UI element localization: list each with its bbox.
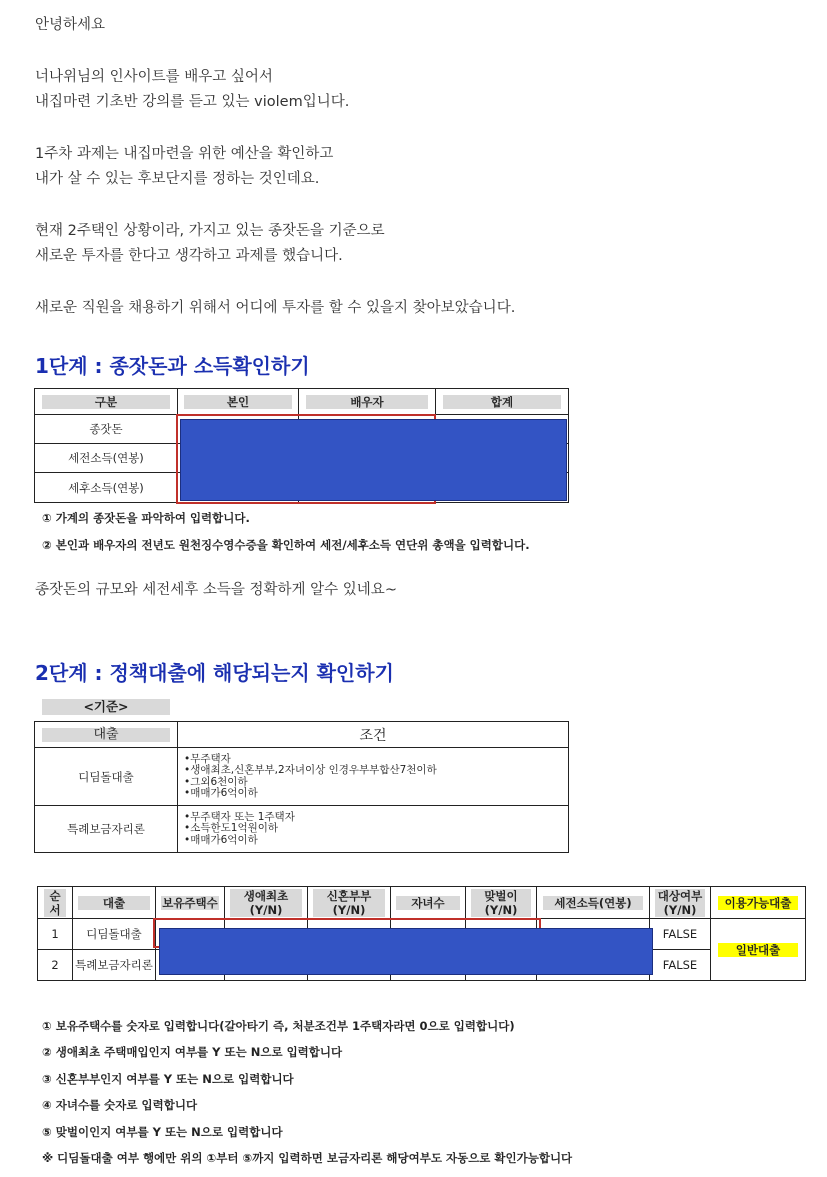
header-loan: 대출 bbox=[42, 728, 170, 742]
header-self: 본인 bbox=[184, 395, 292, 409]
redaction-block bbox=[159, 928, 653, 975]
step1-comment: 종잣돈의 규모와 세전세후 소득을 정확하게 알수 있네요~ bbox=[35, 582, 397, 598]
step2-note-5: ⑤ 맞벌이인지 여부를 Y 또는 N으로 입력합니다 bbox=[42, 1125, 283, 1139]
step2-note-2: ② 생애최초 주택매입인지 여부를 Y 또는 N으로 입력합니다 bbox=[42, 1045, 343, 1059]
loan-didimdol: 디딤돌대출 bbox=[35, 748, 178, 806]
intro-line-3: 1주차 과제는 내집마련을 위한 예산을 확인하고 bbox=[35, 146, 334, 162]
available-loan-value: 일반대출 bbox=[718, 943, 798, 957]
row-order: 1 bbox=[38, 919, 73, 950]
row-order: 2 bbox=[38, 950, 73, 981]
intro-line-4: 내가 살 수 있는 후보단지를 정하는 것인데요. bbox=[35, 171, 320, 187]
header-eligible: 대상여부(Y/N) bbox=[655, 889, 705, 917]
step1-title: 1단계 : 종잣돈과 소득확인하기 bbox=[35, 354, 310, 378]
header-category: 구분 bbox=[42, 395, 170, 409]
redaction-block bbox=[180, 419, 567, 501]
row-aftertax-income: 세후소득(연봉) bbox=[35, 473, 178, 503]
step2-note-3: ③ 신혼부부인지 여부를 Y 또는 N으로 입력합니다 bbox=[42, 1072, 294, 1086]
bogeumjari-conditions: •무주택자 또는 1주택자 •소득한도1억원이하 •매매가6억이하 bbox=[178, 806, 569, 853]
intro-line-7: 새로운 직원을 채용하기 위해서 어디에 투자를 할 수 있을지 찾아보았습니다. bbox=[35, 300, 516, 316]
step2-note-4: ④ 자녀수를 숫자로 입력합니다 bbox=[42, 1098, 198, 1112]
step2-note-auto: ※ 디딤돌대출 여부 행에만 위의 ①부터 ⑤까지 입력하면 보금자리론 해당여부도 자동으로 확인가능합니다 bbox=[42, 1151, 573, 1165]
row-pretax-income: 세전소득(연봉) bbox=[35, 444, 178, 473]
header-first-home: 생애최초(Y/N) bbox=[230, 889, 302, 917]
greeting: 안녕하세요 bbox=[35, 17, 106, 33]
step1-note-2: ② 본인과 배우자의 전년도 원천징수영수증을 확인하여 세전/세후소득 연단위 총액을 입력합니다. bbox=[42, 538, 530, 552]
row-loan-name: 디딤돌대출 bbox=[73, 919, 156, 950]
row-seed-money: 종잣돈 bbox=[35, 415, 178, 444]
row-eligible: FALSE bbox=[650, 950, 711, 981]
step2-note-1: ① 보유주택수를 숫자로 입력합니다(갈아타기 즉, 처분조건부 1주택자라면 0으로 입력합니다) bbox=[42, 1019, 515, 1033]
header-spouse: 배우자 bbox=[306, 395, 428, 409]
header-income: 세전소득(연봉) bbox=[543, 896, 643, 910]
didimdol-conditions: •무주택자 •생애최초,신혼부부,2자녀이상 인경우부부합산7천이하 •그외6천이하 •매매가6억이하 bbox=[178, 748, 569, 806]
header-available-loan: 이용가능대출 bbox=[718, 896, 798, 910]
intro-line-2: 내집마련 기초반 강의를 듣고 있는 violem입니다. bbox=[35, 94, 350, 110]
header-order: 순서 bbox=[44, 889, 66, 917]
header-total: 합계 bbox=[443, 395, 561, 409]
intro-line-5: 현재 2주택인 상황이라, 가지고 있는 종잣돈을 기준으로 bbox=[35, 223, 385, 239]
header-houses: 보유주택수 bbox=[162, 895, 218, 910]
row-loan-name: 특례보금자리론 bbox=[73, 950, 156, 981]
header-newlywed: 신혼부부(Y/N) bbox=[313, 889, 385, 917]
criteria-label: <기준> bbox=[42, 699, 170, 715]
criteria-table bbox=[34, 721, 569, 853]
loan-bogeumjari: 특례보금자리론 bbox=[35, 806, 178, 853]
step1-note-1: ① 가계의 종잣돈을 파악하여 입력합니다. bbox=[42, 511, 250, 525]
intro-line-1: 너나위님의 인사이트를 배우고 싶어서 bbox=[35, 69, 273, 85]
step2-title: 2단계 : 정책대출에 해당되는지 확인하기 bbox=[35, 661, 394, 685]
header-loan-name: 대출 bbox=[78, 896, 150, 910]
header-condition: 조건 bbox=[178, 722, 569, 748]
intro-line-6: 새로운 투자를 한다고 생각하고 과제를 했습니다. bbox=[35, 248, 343, 264]
header-children: 자녀수 bbox=[396, 896, 460, 910]
header-dual-income: 맞벌이(Y/N) bbox=[471, 889, 531, 917]
row-eligible: FALSE bbox=[650, 919, 711, 950]
